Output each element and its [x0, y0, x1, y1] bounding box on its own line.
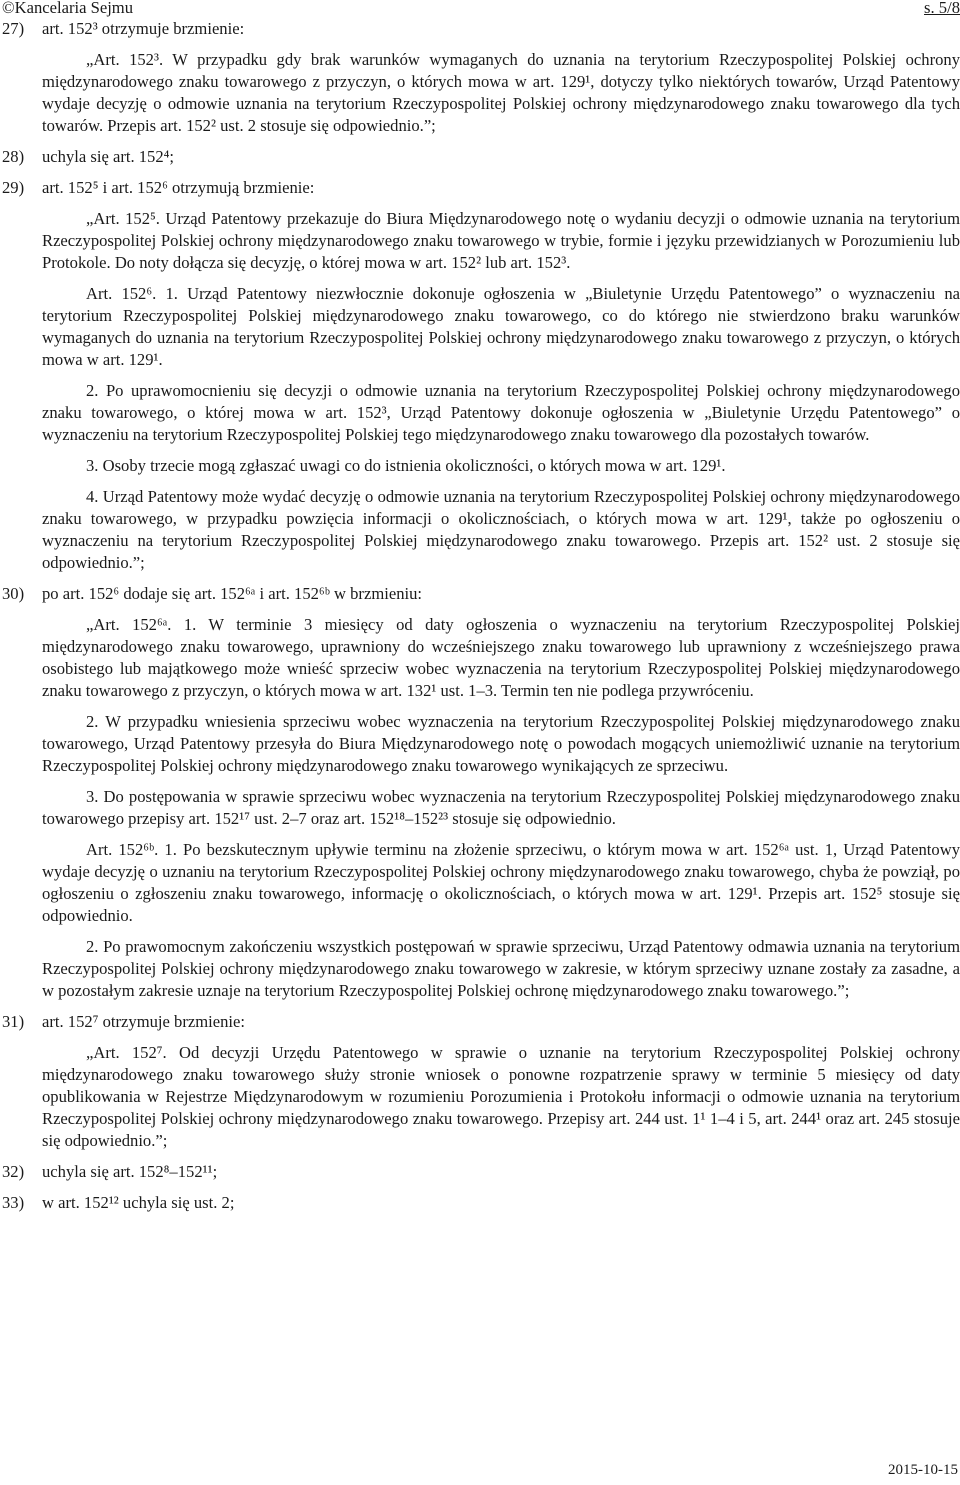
item-number: 27)	[2, 19, 25, 38]
item-text: art. 152⁵ i art. 152⁶ otrzymują brzmienie:	[42, 178, 315, 197]
quoted-article-block	[0, 49, 960, 137]
paragraph-art-152-7: „Art. 152⁷. Od decyzji Urzędu Patentowego w sprawie o uznanie na terytorium Rzeczypospolitej Polskiej ochrony międzynarodowego znaku towarowego służy stronie wniosek o ponowne rozpatrzenie sprawy w terminie 5 miesięcy od daty opublikowania w Rejestrze Międzynarodowym w rozumieniu Porozumienia i Protokołu informacji o odmowie uznania na terytorium Rzeczypospolitej Polskiej ochrony międzynarodowego znaku towarowego. Przepisy art. 244 ust. 1¹ 1–4 i 5, art. 244¹ oraz art. 245 stosuje się odpowiednio.”;	[42, 1043, 960, 1150]
item-number: 32)	[2, 1162, 25, 1181]
paragraph-art-152-6b-2: 2. Po prawomocnym zakończeniu wszystkich postępowań w sprawie sprzeciwu, Urząd Patentowy odmawia uznania na terytorium Rzeczypospolitej Polskiej ochrony międzynarodowego znaku towarowego w zakresie, w którym sprzeciwy uznane zostały za zasadne, a w pozostałym zakresie uznaje na terytorium Rzeczypospolitej Polskiej ochronę międzynarodowego znaku towarowego.”;	[42, 937, 960, 1000]
paragraph-art-152-6-1: Art. 152⁶. 1. Urząd Patentowy niezwłocznie dokonuje ogłoszenia w „Biuletynie Urzędu Patentowego” o wyznaczeniu na terytorium Rzeczypospolitej Polskiej międzynarodowego znaku towarowego, co do którego nie stwierdzono braku warunków wymaganych do uznania na terytorium Rzeczypospolitej Polskiej ochrony międzynarodowego znaku towarowego z przyczyn, o których mowa w art. 129¹.	[42, 284, 960, 369]
list-item-27	[0, 18, 960, 40]
list-item-31	[0, 1011, 960, 1033]
item-text: art. 152³ otrzymuje brzmienie:	[42, 19, 245, 38]
paragraph-art-152-6a-2: 2. W przypadku wniesienia sprzeciwu wobec wyznaczenia na terytorium Rzeczypospolitej Polskiej międzynarodowego znaku towarowego, Urząd Patentowy przesyła do Biura Międzynarodowego notę o powodach mogących uniemożliwić uznanie na terytorium Rzeczypospolitej Polskiej ochrony międzynarodowego znaku towarowego wynikających ze sprzeciwu.	[42, 712, 960, 775]
paragraph-art-152-6a-1: „Art. 152⁶ᵃ. 1. W terminie 3 miesięcy od daty ogłoszenia o wyznaczeniu na terytorium Rzeczypospolitej Polskiej międzynarodowego znaku towarowego, uprawniony do wcześniejszego znaku towarowego lub uprawniony z wcześniejszego prawa osobistego lub majątkowego może wnieść sprzeciw wobec wyznaczenia na terytorium Rzeczypospolitej Polskiej międzynarodowego znaku towarowego z przyczyn, o których mowa w art. 132¹ ust. 1–3. Termin ten nie podlega przywróceniu.	[42, 615, 960, 700]
list-item-30	[0, 583, 960, 605]
item-number: 31)	[2, 1012, 25, 1031]
item-text: w art. 152¹² uchyla się ust. 2;	[42, 1193, 235, 1212]
quoted-article-block	[0, 208, 960, 574]
document-body	[0, 18, 960, 1223]
item-text: po art. 152⁶ dodaje się art. 152⁶ᵃ i art. 152⁶ᵇ w brzmieniu:	[42, 584, 423, 603]
item-text: uchyla się art. 152⁸–152¹¹;	[42, 1162, 218, 1181]
document-date: 2015-10-15	[888, 1462, 958, 1478]
item-number: 33)	[2, 1193, 25, 1212]
item-number: 30)	[2, 584, 25, 603]
list-item-32	[0, 1161, 960, 1183]
item-number: 29)	[2, 178, 25, 197]
list-item-29	[0, 177, 960, 199]
list-item-33	[0, 1192, 960, 1214]
item-text: uchyla się art. 152⁴;	[42, 147, 175, 166]
paragraph-art-152-5: „Art. 152⁵. Urząd Patentowy przekazuje do Biura Międzynarodowego notę o wydaniu decyzji o odmowie uznania na terytorium Rzeczypospolitej Polskiej ochrony międzynarodowego znaku towarowego w trybie, formie i języku przewidzianych w Porozumieniu lub Protokole. Do noty dołącza się decyzję, o której mowa w art. 152² lub art. 152³.	[42, 209, 960, 272]
item-text: art. 152⁷ otrzymuje brzmienie:	[42, 1012, 245, 1031]
page-number: s. 5/8	[924, 0, 960, 17]
paragraph-art-152-3: „Art. 152³. W przypadku gdy brak warunków wymaganych do uznania na terytorium Rzeczypospolitej Polskiej ochrony międzynarodowego znaku towarowego z przyczyn, o których mowa w art. 129¹, dotyczy tylko niektórych towarów, Urząd Patentowy wydaje decyzję o odmowie uznania na terytorium Rzeczypospolitej Polskiej ochrony międzynarodowego znaku towarowego dla tych towarów. Przepis art. 152² ust. 2 stosuje się odpowiednio.”;	[42, 50, 960, 135]
paragraph-art-152-6-3: 3. Osoby trzecie mogą zgłaszać uwagi co do istnienia okoliczności, o których mowa w art. 129¹.	[86, 456, 726, 475]
paragraph-art-152-6-2: 2. Po uprawomocnieniu się decyzji o odmowie uznania na terytorium Rzeczypospolitej Polskiej ochrony międzynarodowego znaku towarowego, o której mowa w art. 152³, Urząd Patentowy dokonuje ogłoszenia w „Biuletynie Urzędu Patentowego” o wyznaczeniu na terytorium Rzeczypospolitej Polskiej tego międzynarodowego znaku towarowego dla pozostałych towarów.	[42, 381, 960, 444]
item-number: 28)	[2, 147, 25, 166]
paragraph-art-152-6b-1: Art. 152⁶ᵇ. 1. Po bezskutecznym upływie terminu na złożenie sprzeciwu, o którym mowa w art. 152⁶ᵃ ust. 1, Urząd Patentowy wydaje decyzję o uznaniu na terytorium Rzeczypospolitej Polskiej ochrony międzynarodowego znaku towarowego, chyba że powziął, po ogłoszeniu o zgłoszeniu znaku towarowego, informację o okolicznościach, o których mowa w art. 129¹. Przepis art. 152⁵ stosuje się odpowiednio.	[42, 840, 960, 925]
list-item-28	[0, 146, 960, 168]
paragraph-art-152-6-4: 4. Urząd Patentowy może wydać decyzję o odmowie uznania na terytorium Rzeczypospolitej Polskiej ochrony międzynarodowego znaku towarowego, w przypadku powzięcia informacji o okolicznościach, o których mowa w art. 129¹, także po ogłoszeniu o wyznaczeniu na terytorium Rzeczypospolitej Polskiej międzynarodowego znaku towarowego. Przepis art. 152² ust. 2 stosuje się odpowiednio.”;	[42, 487, 960, 572]
paragraph-art-152-6a-3: 3. Do postępowania w sprawie sprzeciwu wobec wyznaczenia na terytorium Rzeczypospolitej Polskiej międzynarodowego znaku towarowego przepisy art. 152¹⁷ ust. 2–7 oraz art. 152¹⁸–152²³ stosuje się odpowiednio.	[42, 787, 960, 828]
publisher-label: ©Kancelaria Sejmu	[2, 0, 134, 17]
quoted-article-block	[0, 1042, 960, 1152]
quoted-article-block	[0, 614, 960, 1002]
